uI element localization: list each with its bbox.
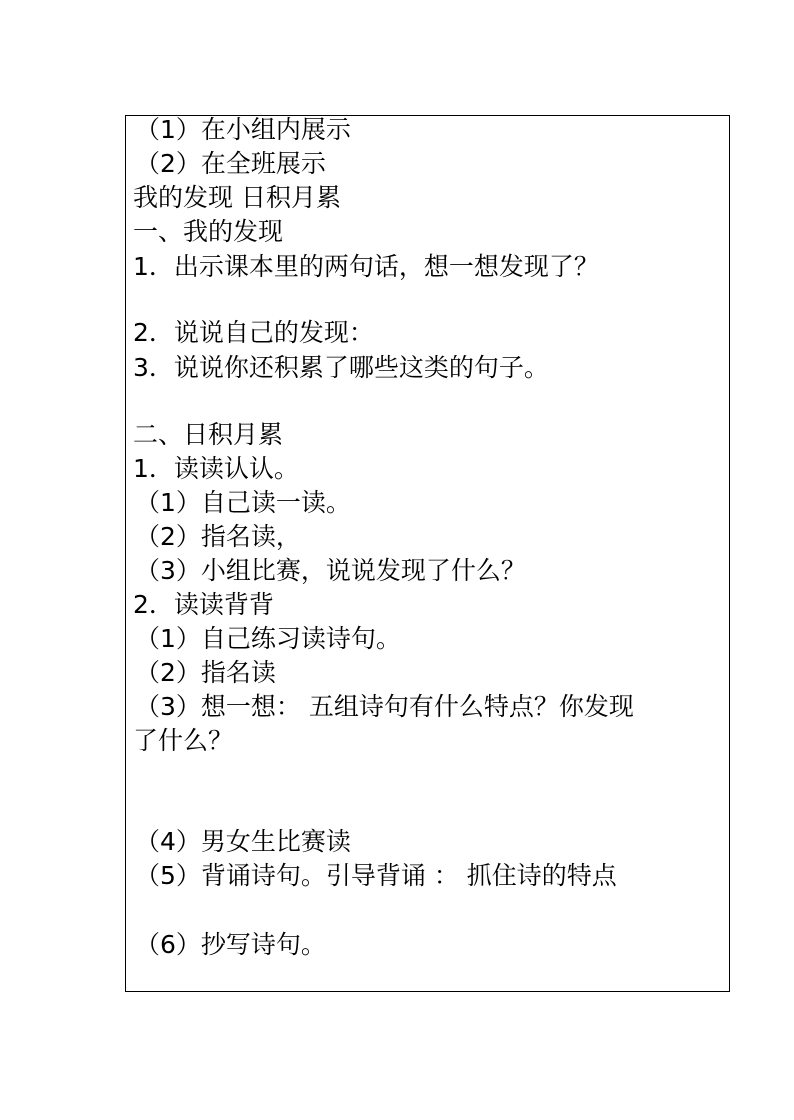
sub-item-line: （4）男女生比赛读 [135,827,351,856]
item-line: 2．说说自己的发现： [133,318,374,347]
sub-item-line: （3）小组比赛，说说发现了什么？ [135,556,526,585]
section-heading-line: 我的发现 日积月累 [133,183,341,212]
section-heading-1: 一、我的发现 [133,217,284,246]
sub-item-continuation: 了什么？ [133,726,234,755]
section-heading-2: 二、日积月累 [133,420,284,449]
item-line: 2．读读背背 [133,590,274,619]
item-line: 1．出示课本里的两句话，想一想发现了？ [133,252,599,281]
sub-item-line: （5）背诵诗句。引导背诵 ： 抓住诗的特点 [135,861,617,890]
step-line-1-2: （2）在全班展示 [135,149,326,178]
sub-item-line: （1）自己读一读。 [135,488,351,517]
sub-item-line: （3）想一想： 五组诗句有什么特点？你发现 [135,692,634,721]
sub-item-line: （2）指名读 [135,658,276,687]
step-line-1-1: （1）在小组内展示 [135,115,351,144]
sub-item-line: （6）抄写诗句。 [135,930,326,959]
item-line: 1．读读认认。 [133,454,299,483]
item-line: 3．说说你还积累了哪些这类的句子。 [133,353,549,382]
sub-item-line: （2）指名读， [135,522,301,551]
sub-item-line: （1）自己练习读诗句。 [135,624,401,653]
